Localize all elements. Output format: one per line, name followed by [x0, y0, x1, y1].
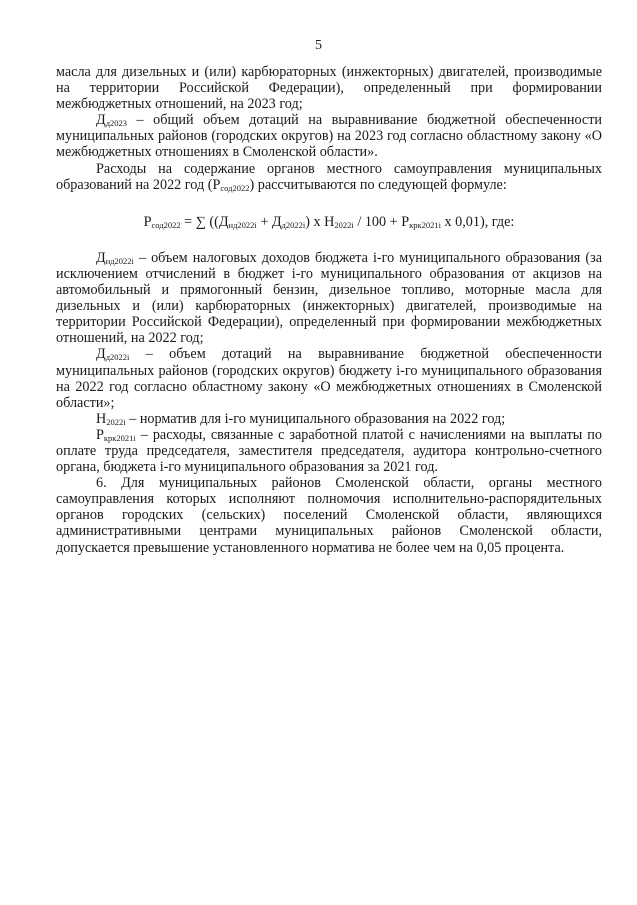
symbol-subscript: д2022i [105, 352, 130, 363]
formula-divide: / 100 + Р [353, 213, 410, 230]
symbol: Н [96, 410, 107, 427]
paragraph-dnd2022i-definition [56, 250, 602, 347]
intro-subscript: сод2022 [220, 182, 250, 193]
formula-plus: + Д [256, 213, 282, 230]
intro-text-b: ) рассчитываются по следующей формуле: [249, 176, 507, 193]
formula-tail: х 0,01), где: [440, 213, 515, 230]
formula-term2-subscript: д2022i [281, 219, 306, 230]
formula-sum: = ∑ ((Д [180, 213, 229, 230]
document-body [56, 64, 602, 556]
symbol-subscript: крк2021i [103, 432, 136, 443]
formula-term1-subscript: нд2022i [228, 219, 257, 230]
definition-text: – объем дотаций на выравнивание бюджетной обеспеченности муниципальных районов (городских округов) бюджету i-го муниципального образования на 2022 год согласно областному закону «О межбюджетных отношениях в Смоленской области»; [56, 346, 602, 411]
symbol-subscript: 2022i [106, 416, 126, 427]
formula-lhs-subscript: сод2022 [151, 219, 181, 230]
symbol: Р [96, 426, 104, 443]
definition-text: – общий объем дотаций на выравнивание бюджетной обеспеченности муниципальных районов (городских округов) на 2023 год согласно областному закону «О межбюджетных отношениях в Смоленской области». [56, 112, 602, 161]
symbol: Д [96, 346, 106, 363]
symbol-subscript: нд2022i [105, 255, 134, 266]
symbol-subscript: д2023 [105, 118, 128, 129]
formula-term4-subscript: крк2021i [409, 219, 441, 230]
symbol: Д [96, 249, 106, 266]
paragraph-rkrk2021i-definition [56, 427, 602, 475]
paragraph-dd2022i-definition [56, 346, 602, 410]
paragraph-formula-intro [56, 161, 602, 193]
paragraph-n2022i-definition [56, 411, 602, 427]
formula-multiply: ) х Н [305, 213, 335, 230]
page-number: 5 [315, 38, 322, 53]
paragraph-item-6: 6. Для муниципальных районов Смоленской области, органы местного самоуправления которых исполняют полномочия исполнительно-распорядительных органов городских (сельских) поселений Смоленской области, являющихся административными центрами муниципальных районов Смоленской области, допускается превышение установленного норматива не более чем на 0,05 процента. [56, 475, 602, 556]
definition-text: – расходы, связанные с заработной платой с начислениями на выплаты по оплате труда председателя, заместителя председателя, аудитора контрольно-счетного органа, бюджета i-го муниципального образования за 2021 год. [56, 426, 602, 476]
symbol: Д [96, 112, 106, 129]
definition-text: – объем налоговых доходов бюджета i-го муниципального образования (за исключением отчислений в бюджет i-го муниципального образования от акцизов на автомобильный и прямогонный бензин, дизельное топливо, моторные масла для дизельных и (или) карбюраторных (инжекторных) двигателей, производимые на территории Российской Федерации), определенный при формировании межбюджетных отношений, на 2022 год; [56, 249, 602, 347]
formula [56, 214, 602, 230]
paragraph-dd2023-definition [56, 112, 602, 160]
paragraph-fuel-continuation: масла для дизельных и (или) карбюраторных (инжекторных) двигателей, производимые на территории Российской Федерации), определенный при формировании межбюджетных отношений, на 2023 год; [56, 64, 602, 113]
intro-text-a: Расходы на содержание органов местного самоуправления муниципальных образований на 2022 год (Р [56, 160, 602, 193]
definition-text: – норматив для i-го муниципального образования на 2022 год; [125, 410, 506, 427]
formula-lhs: Р [143, 213, 152, 230]
formula-term3-subscript: 2022i [334, 219, 354, 230]
